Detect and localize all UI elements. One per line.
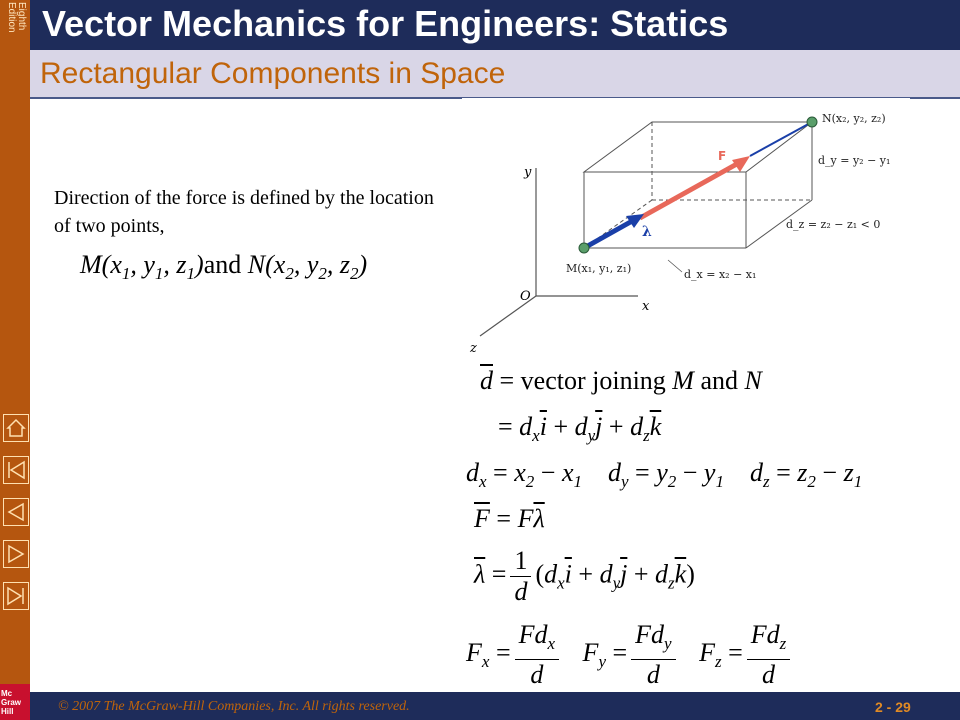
origin-label: O xyxy=(520,289,531,304)
mcgraw-hill-logo xyxy=(0,684,30,720)
logo-line2: Graw xyxy=(1,698,22,707)
eq1-and: and xyxy=(700,366,739,395)
home-icon xyxy=(4,415,28,441)
edition-line1: Eighth xyxy=(16,2,27,31)
z-axis-label: z xyxy=(470,341,477,356)
eq1-text: = vector joining xyxy=(499,366,666,395)
point-M: M xyxy=(80,250,102,279)
eq1-N: N xyxy=(744,366,762,395)
next-slide-button[interactable] xyxy=(3,540,29,568)
M-coordinates-label: M(x₁, y₁, z₁) xyxy=(566,262,632,275)
home-button[interactable] xyxy=(3,414,29,442)
sidebar xyxy=(0,0,30,720)
page-number: 2 - 29 xyxy=(875,699,911,715)
last-slide-icon xyxy=(4,583,28,609)
force-label: F xyxy=(718,149,727,163)
equation-F-lambda: $\overline{F} = F\overline{\lambda}$ xyxy=(474,504,545,533)
eq1-M: M xyxy=(672,366,694,395)
copyright-text: © 2007 The McGraw-Hill Companies, Inc. All rights reserved. xyxy=(58,699,410,714)
lambda-label: λ xyxy=(642,224,652,240)
point-M-marker xyxy=(579,243,589,253)
edition-line2: Edition xyxy=(6,2,17,33)
previous-slide-icon xyxy=(4,499,28,525)
N-coordinates-label: N(x₂, y₂, z₂) xyxy=(822,112,886,125)
previous-slide-button[interactable] xyxy=(3,498,29,526)
slide-title: Rectangular Components in Space xyxy=(40,57,506,90)
book-title: Vector Mechanics for Engineers: Statics xyxy=(42,3,729,44)
first-slide-icon xyxy=(4,457,28,483)
points-expression: $M(x_1$, $y_1$, $z_1)and$ $N(x_2$, $y_2$, $z_2$) xyxy=(80,250,368,283)
dx-label: d_x = x₂ − x₁ xyxy=(684,268,757,281)
force-diagram xyxy=(462,98,910,360)
logo-line1: Mc xyxy=(1,689,13,698)
edition-label xyxy=(2,2,28,62)
equation-d-definition: $\overline{d}$ = vector joining M and N xyxy=(480,366,762,395)
dz-label: d_z = z₂ − z₁ < 0 xyxy=(786,218,881,231)
equation-lambda: $\overline{\lambda}$ = $\frac{1}{d}$ $(d_x\overline{i} + d_y\overline{j} + d_z\overline{k})$ xyxy=(474,546,695,606)
logo-line3: Hill xyxy=(1,707,14,716)
first-slide-button[interactable] xyxy=(3,456,29,484)
equation-d-components: = $d_x\overline{i} + d_y\overline{j} + d_z\overline{k}$ xyxy=(498,412,662,445)
last-slide-button[interactable] xyxy=(3,582,29,610)
next-slide-icon xyxy=(4,541,28,567)
equation-F-components: $F_x$ = $\frac{Fd_x}{d}$ $F_y$ = $\frac{Fd_y}{d}$ $F_z$ = $\frac{Fd_z}{d}$ xyxy=(466,620,794,690)
x-axis-label: x xyxy=(642,299,650,314)
dy-label: d_y = y₂ − y₁ xyxy=(818,154,891,167)
point-N: N xyxy=(247,250,266,279)
body-text: Direction of the force is defined by the location of two points, xyxy=(54,187,434,237)
y-axis-label: y xyxy=(524,165,532,180)
equation-d-differences: $d_x = x_2 - x_1$ $d_y = y_2 - y_1$ $d_z = z_2 - z_1$ xyxy=(466,458,863,491)
point-N-marker xyxy=(807,117,817,127)
and-word: and xyxy=(203,250,242,279)
